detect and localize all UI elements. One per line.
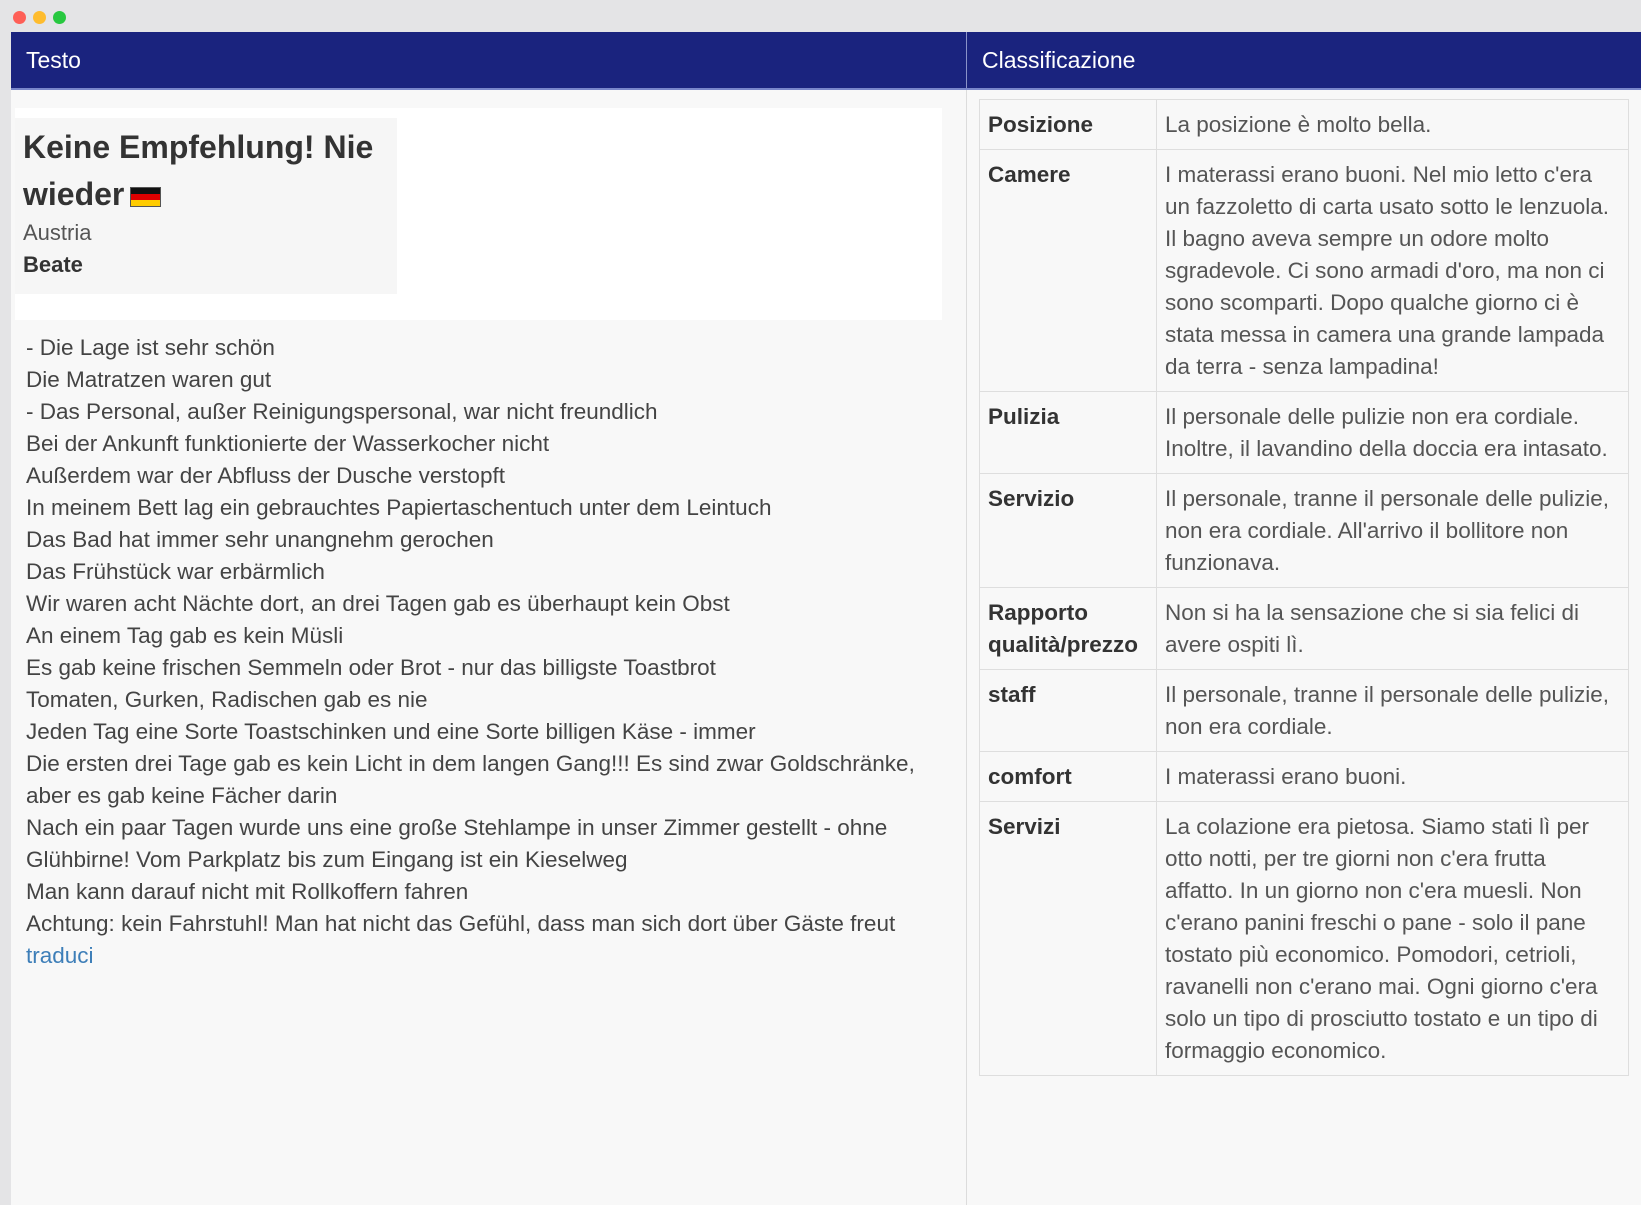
review-line: Tomaten, Gurken, Radischen gab es nie bbox=[26, 687, 428, 712]
review-line: Jeden Tag eine Sorte Toastschinken und eine Sorte billigen Käse - immer bbox=[26, 719, 756, 744]
review-line: Achtung: kein Fahrstuhl! Man hat nicht das Gefühl, dass man sich dort über Gäste freut bbox=[26, 911, 896, 936]
window-titlebar bbox=[0, 0, 1641, 32]
german-flag-icon bbox=[130, 187, 161, 207]
classification-text: La posizione è molto bella. bbox=[1157, 100, 1629, 150]
review-author: Beate bbox=[23, 252, 83, 277]
review-line: Das Bad hat immer sehr unangnehm gerochen bbox=[26, 527, 494, 552]
classification-row bbox=[980, 802, 1629, 1076]
review-title-text: Keine Empfehlung! Nie wieder bbox=[23, 129, 374, 212]
classification-row bbox=[980, 150, 1629, 392]
review-line: Außerdem war der Abfluss der Dusche verstopft bbox=[26, 463, 505, 488]
column-divider bbox=[966, 90, 967, 1205]
review-line: Wir waren acht Nächte dort, an drei Tagen gab es überhaupt kein Obst bbox=[26, 591, 730, 616]
classification-row bbox=[980, 588, 1629, 670]
header-classificazione: Classificazione bbox=[966, 32, 1641, 88]
classification-category: Pulizia bbox=[980, 392, 1157, 474]
classification-category: Camere bbox=[980, 150, 1157, 392]
classification-table bbox=[979, 99, 1629, 1076]
review-line: Die ersten drei Tage gab es kein Licht in dem langen Gang!!! Es sind zwar Goldschränke, bbox=[26, 751, 915, 776]
review-card bbox=[15, 118, 397, 294]
review-line: Man kann darauf nicht mit Rollkoffern fahren bbox=[26, 879, 469, 904]
review-line: aber es gab keine Fächer darin bbox=[26, 783, 338, 808]
header-testo: Testo bbox=[26, 47, 81, 73]
maximize-window-button[interactable] bbox=[53, 11, 66, 24]
minimize-window-button[interactable] bbox=[33, 11, 46, 24]
review-line: Das Frühstück war erbärmlich bbox=[26, 559, 325, 584]
review-line: Die Matratzen waren gut bbox=[26, 367, 272, 392]
review-country: Austria bbox=[23, 220, 92, 245]
review-line: - Die Lage ist sehr schön bbox=[26, 335, 275, 360]
review-title bbox=[23, 124, 393, 218]
classification-row bbox=[980, 670, 1629, 752]
classification-category: Posizione bbox=[980, 100, 1157, 150]
review-line: - Das Personal, außer Reinigungspersonal, war nicht freundlich bbox=[26, 399, 658, 424]
classification-text: Il personale delle pulizie non era cordiale. Inoltre, il lavandino della doccia era intasato. bbox=[1157, 392, 1629, 474]
classification-text: Il personale, tranne il personale delle pulizie, non era cordiale. bbox=[1157, 670, 1629, 752]
review-line: In meinem Bett lag ein gebrauchtes Papiertaschentuch unter dem Leintuch bbox=[26, 495, 772, 520]
classification-row bbox=[980, 752, 1629, 802]
classification-text: I materassi erano buoni. Nel mio letto c'era un fazzoletto di carta usato sotto le lenzuola. Il bagno aveva sempre un odore molto sgradevole. Ci sono armadi d'oro, ma non ci sono scomparti. Dopo qualche giorno ci è stata messa in camera una grande lampada da terra - senza lampadina! bbox=[1157, 150, 1629, 392]
review-lines bbox=[26, 332, 926, 940]
table-header bbox=[11, 32, 1641, 90]
classification-text: Il personale, tranne il personale delle pulizie, non era cordiale. All'arrivo il bollitore non funzionava. bbox=[1157, 474, 1629, 588]
translate-link[interactable]: traduci bbox=[26, 943, 94, 968]
app-content bbox=[11, 32, 1641, 1205]
classification-category: Servizi bbox=[980, 802, 1157, 1076]
classification-text: I materassi erano buoni. bbox=[1157, 752, 1629, 802]
review-line: An einem Tag gab es kein Müsli bbox=[26, 623, 344, 648]
classification-category: Rapporto qualità/prezzo bbox=[980, 588, 1157, 670]
review-line: Glühbirne! Vom Parkplatz bis zum Eingang ist ein Kieselweg bbox=[26, 847, 628, 872]
classification-text: Non si ha la sensazione che si sia felici di avere ospiti lì. bbox=[1157, 588, 1629, 670]
classification-category: comfort bbox=[980, 752, 1157, 802]
classification-category: Servizio bbox=[980, 474, 1157, 588]
review-line: Bei der Ankunft funktionierte der Wasserkocher nicht bbox=[26, 431, 550, 456]
classification-category: staff bbox=[980, 670, 1157, 752]
classification-row bbox=[980, 474, 1629, 588]
close-window-button[interactable] bbox=[13, 11, 26, 24]
review-line: Es gab keine frischen Semmeln oder Brot - nur das billigste Toastbrot bbox=[26, 655, 716, 680]
review-body bbox=[26, 332, 926, 972]
classification-row bbox=[980, 392, 1629, 474]
classification-row bbox=[980, 100, 1629, 150]
review-line: Nach ein paar Tagen wurde uns eine große Stehlampe in unser Zimmer gestellt - ohne bbox=[26, 815, 888, 840]
classification-text: La colazione era pietosa. Siamo stati lì per otto notti, per tre giorni non c'era frutta affatto. In un giorno non c'era muesli. Non c'erano panini freschi o pane - solo il pane tostato più economico. Pomodori, cetrioli, ravanelli non c'erano mai. Ogni giorno c'era solo un tipo di prosciutto tostato e un tipo di formaggio economico. bbox=[1157, 802, 1629, 1076]
